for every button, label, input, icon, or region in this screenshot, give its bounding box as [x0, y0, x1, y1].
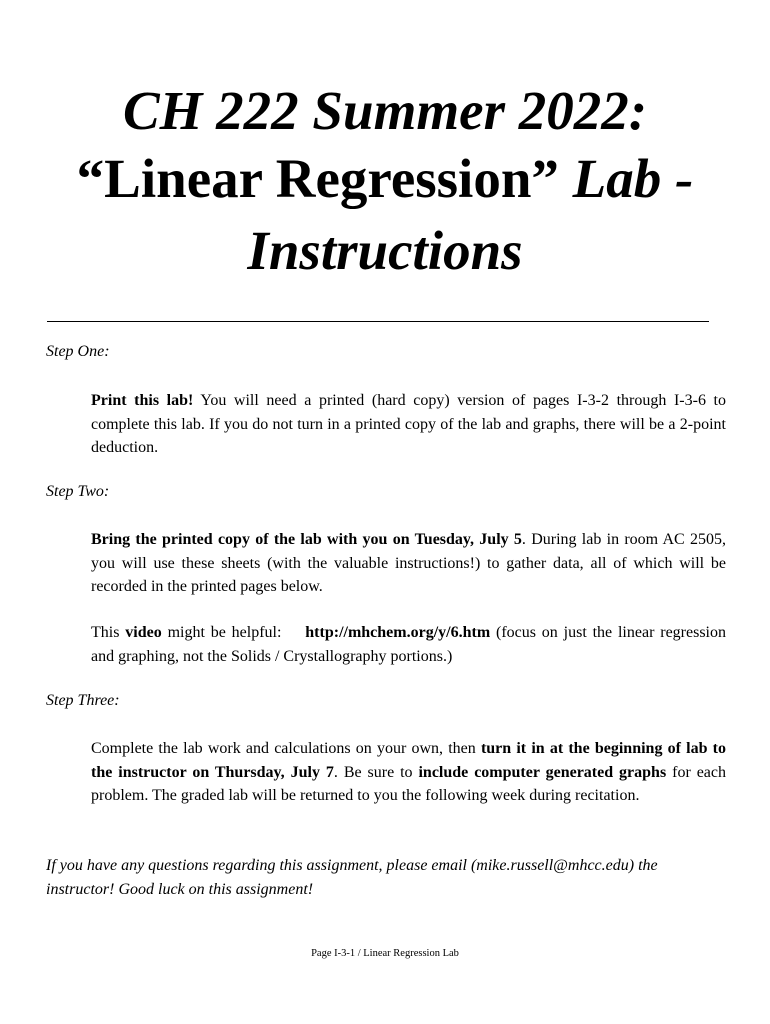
title-line-3: Instructions	[247, 220, 523, 281]
closing-note: If you have any questions regarding this assignment, please email (mike.russell@mhcc.edu) the instructor! Good luck on this assignment!	[46, 857, 658, 898]
video-mid-text: might be helpful:	[161, 624, 288, 641]
step-two-bold-lead: Bring the printed copy of the lab with you on Tuesday, July 5	[91, 531, 522, 548]
step-one-bold-lead: Print this lab!	[91, 392, 194, 409]
video-bold-word: video	[125, 624, 162, 641]
step-three-bold-a: turn it in at the beginning of lab to the instructor on Thursday, July 7	[91, 740, 726, 781]
page-footer: Page I-3-1 / Linear Regression Lab	[311, 948, 459, 959]
step-three-text-c: for each problem. The graded lab will be returned to you the following week during recitation.	[91, 763, 727, 804]
step-three-text-b: . Be sure to	[333, 763, 419, 781]
title-lab-word: Lab -	[572, 148, 694, 209]
step-three-paragraph	[91, 737, 726, 808]
step-three-label: Step Three:	[46, 692, 120, 709]
video-pre-text: This	[91, 624, 126, 641]
step-one-text: You will need a printed (hard copy) version of pages I-3-2 through I-3-6 to complete this lab. If you do not turn in a printed copy of the lab and graphs, there will be a 2-point deduction.	[91, 392, 726, 456]
title-divider	[47, 321, 709, 322]
video-post-text: (focus on just the linear regression and graphing, not the Solids / Crystallography portions.)	[91, 624, 726, 665]
title-line-1: CH 222 Summer 2022:	[122, 80, 648, 141]
step-two-paragraph	[91, 528, 726, 599]
step-three-text-a: Complete the lab work and calculations on your own, then	[91, 740, 481, 757]
step-two-label: Step Two:	[46, 483, 110, 500]
step-three-bold-b: include computer generated graphs	[418, 763, 667, 781]
step-two-text: . During lab in room AC 2505, you will use these sheets (with the valuable instructions!) to gather data, all of which will be recorded in the printed pages below.	[91, 531, 726, 595]
title-line-2	[0, 146, 770, 212]
step-one-label: Step One:	[46, 343, 110, 360]
video-paragraph	[91, 621, 726, 668]
step-one-paragraph	[91, 389, 726, 460]
title-lab-name: “Linear Regression”	[76, 148, 559, 209]
video-url-link[interactable]: http://mhchem.org/y/6.htm	[305, 624, 491, 641]
